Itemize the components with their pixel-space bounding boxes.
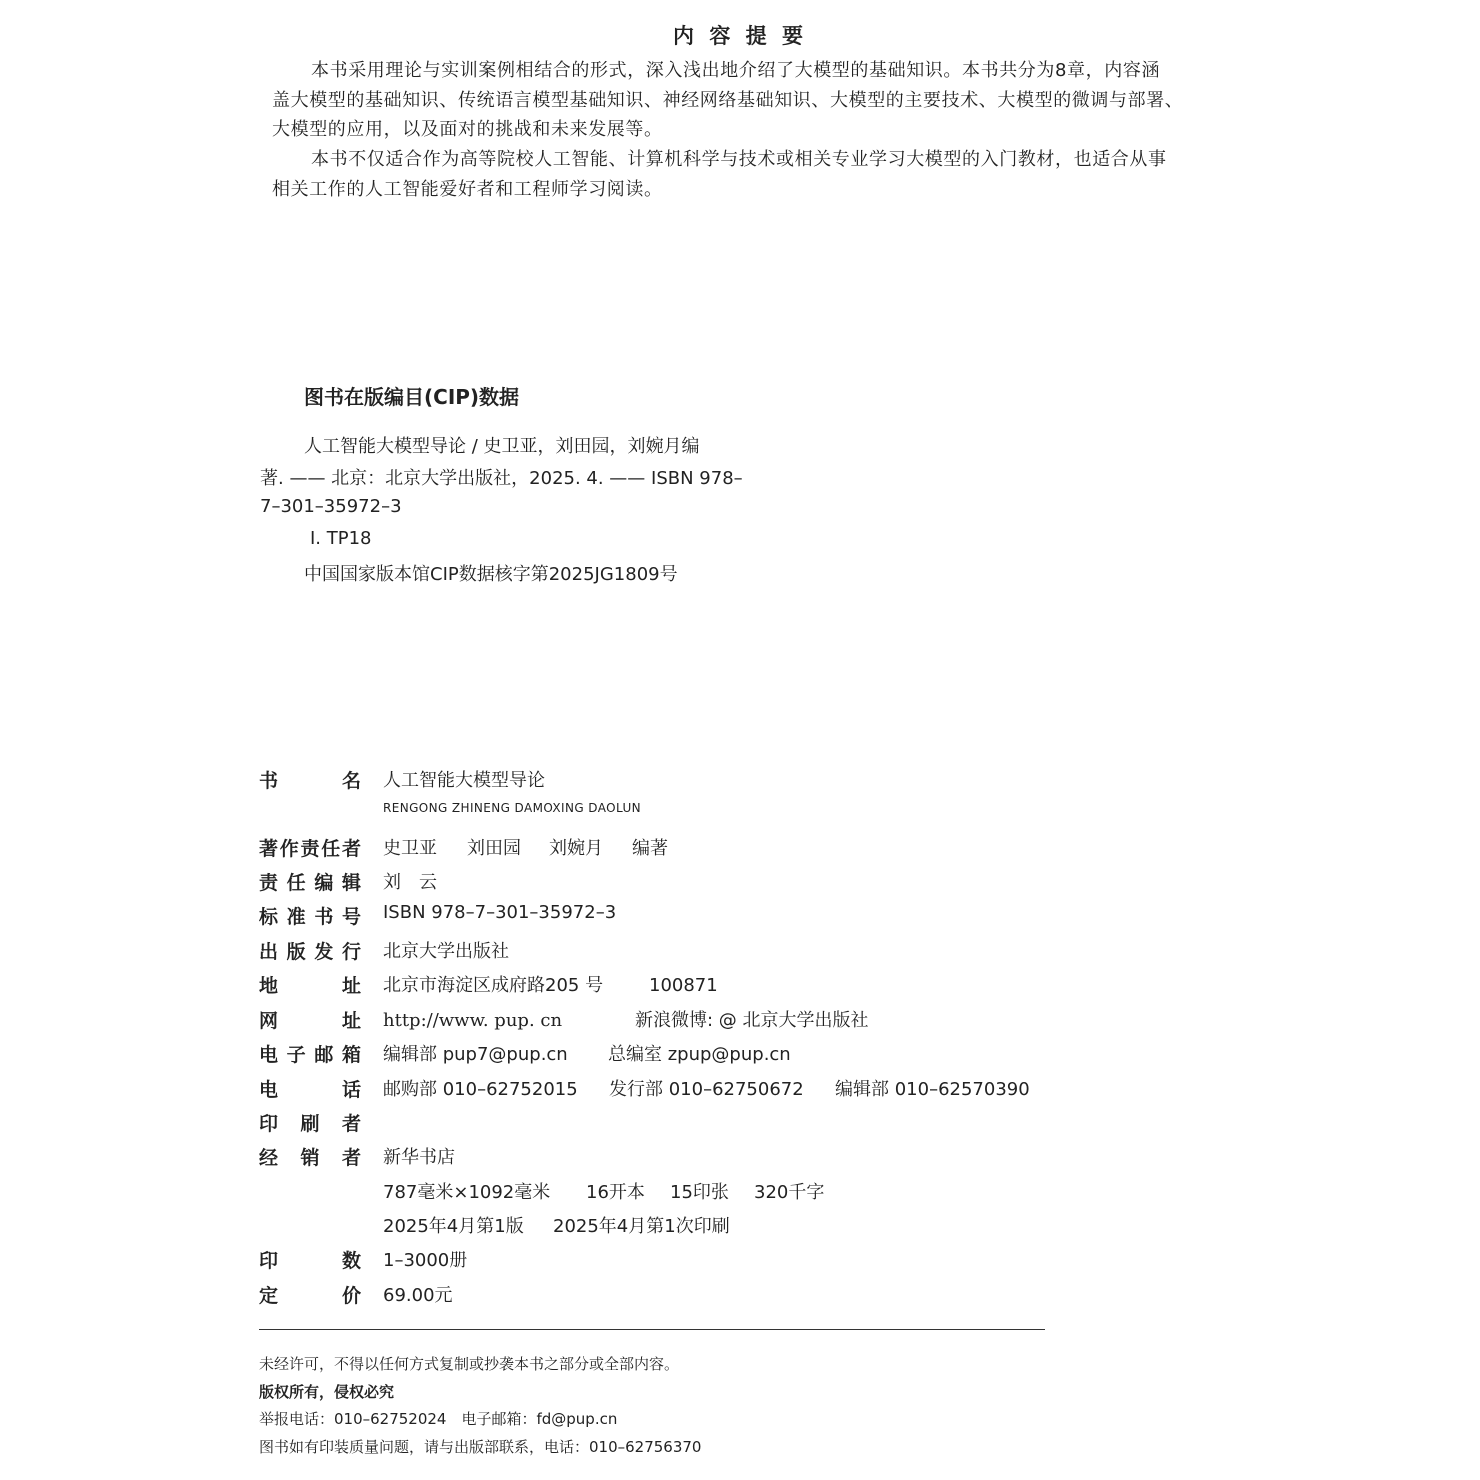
book-name-pinyin: RENGONG ZHINENG DAMOXING DAOLUN	[383, 801, 642, 815]
isbn-value: ISBN 978–7–301–35972–3	[383, 902, 617, 923]
label-email	[259, 1040, 361, 1067]
label-char: 号	[341, 906, 361, 928]
format-size: 16开本	[586, 1182, 645, 1203]
cip-line: 著. —— 北京：北京大学出版社，2025. 4. —— ISBN 978–	[260, 468, 743, 489]
cip-line: Ⅰ. TP18	[310, 528, 372, 549]
sheet-count: 15印张	[670, 1182, 729, 1203]
label-char: 箱	[341, 1044, 361, 1066]
printing: 2025年4月第1次印刷	[553, 1216, 730, 1237]
authors-value	[383, 834, 668, 860]
distributor-value: 新华书店	[383, 1147, 455, 1168]
label-char: 刷	[300, 1113, 320, 1135]
phone-value	[383, 1075, 1030, 1101]
summary-title: 内 容 提 要	[673, 24, 807, 48]
label-char: 定	[259, 1285, 279, 1307]
label-char: 出	[259, 941, 279, 963]
author-role: 编著	[632, 838, 668, 859]
website-value	[383, 1006, 869, 1032]
label-char: 者	[341, 1147, 361, 1169]
label-char: 网	[259, 1010, 279, 1032]
label-char: 者	[341, 838, 361, 860]
email-value	[383, 1040, 791, 1066]
editorial-phone: 编辑部 010–62570390	[835, 1079, 1030, 1100]
format-value	[383, 1178, 824, 1204]
label-price	[259, 1281, 361, 1308]
author: 刘田园	[467, 838, 521, 859]
price-value: 69.00元	[383, 1285, 453, 1306]
label-char: 编	[314, 872, 334, 894]
distribution-phone: 发行部 010–62750672	[609, 1079, 804, 1100]
report-contact: 举报电话：010–62752024 电子邮箱：fd@pup.cn	[259, 1410, 618, 1428]
weibo-handle: 新浪微博: @ 北京大学出版社	[635, 1010, 869, 1031]
cip-heading: 图书在版编目(CIP)数据	[304, 385, 520, 409]
label-char: 行	[341, 941, 361, 963]
label-char: 印	[259, 1250, 279, 1272]
publisher-value: 北京大学出版社	[383, 941, 509, 962]
label-char: 版	[286, 941, 306, 963]
copyright-notice: 未经许可，不得以任何方式复制或抄袭本书之部分或全部内容。	[259, 1355, 680, 1373]
label-distributor	[259, 1143, 361, 1170]
label-char: 责	[300, 838, 320, 860]
label-char: 电	[259, 1044, 279, 1066]
divider	[259, 1329, 1045, 1330]
label-char: 电	[259, 1079, 279, 1101]
label-char: 辑	[341, 872, 361, 894]
label-phone	[259, 1075, 361, 1102]
label-char: 责	[259, 872, 279, 894]
cip-line: 中国国家版本馆CIP数据核字第2025JG1809号	[304, 564, 678, 585]
label-char: 子	[286, 1044, 306, 1066]
label-editor	[259, 868, 361, 895]
label-char: 作	[279, 838, 299, 860]
label-char: 任	[286, 872, 306, 894]
summary-line: 大模型的应用，以及面对的挑战和未来发展等。	[272, 119, 663, 140]
label-char: 址	[341, 1010, 361, 1032]
editorial-email[interactable]: 编辑部 pup7@pup.cn	[383, 1044, 568, 1065]
label-char: 经	[259, 1147, 279, 1169]
summary-line: 盖大模型的基础知识、传统语言模型基础知识、神经网络基础知识、大模型的主要技术、大模型的微调与部署、	[272, 90, 1184, 111]
label-char: 任	[321, 838, 341, 860]
label-char: 印	[259, 1113, 279, 1135]
editor-value: 刘 云	[383, 872, 437, 893]
address-value	[383, 971, 718, 997]
word-count: 320千字	[754, 1182, 825, 1203]
label-char: 著	[259, 838, 279, 860]
summary-line: 本书不仅适合作为高等院校人工智能、计算机科学与技术或相关专业学习大模型的入门教材，也适合从事	[311, 149, 1167, 170]
label-publisher	[259, 937, 361, 964]
mail-order-phone: 邮购部 010–62752015	[383, 1079, 578, 1100]
summary-line: 本书采用理论与实训案例相结合的形式，深入浅出地介绍了大模型的基础知识。本书共分为8章，内容涵	[311, 60, 1161, 81]
summary-line: 相关工作的人工智能爱好者和工程师学习阅读。	[272, 179, 663, 200]
label-char: 邮	[314, 1044, 334, 1066]
label-char: 价	[341, 1285, 361, 1307]
label-char: 者	[341, 1113, 361, 1135]
rights-reserved: 版权所有，侵权必究	[259, 1383, 395, 1401]
edition-value	[383, 1212, 730, 1238]
cip-line: 7–301–35972–3	[260, 496, 402, 517]
label-printer	[259, 1109, 361, 1136]
edition: 2025年4月第1版	[383, 1216, 524, 1237]
chief-office-email[interactable]: 总编室 zpup@pup.cn	[608, 1044, 791, 1065]
label-char: 数	[341, 1250, 361, 1272]
website-url[interactable]: http://www. pup. cn	[383, 1010, 563, 1031]
postal-code: 100871	[649, 975, 718, 996]
label-address	[259, 971, 361, 998]
label-char: 书	[259, 770, 279, 792]
label-char: 址	[341, 975, 361, 997]
label-isbn	[259, 902, 361, 929]
street-address: 北京市海淀区成府路205 号	[383, 975, 604, 996]
quality-contact: 图书如有印装质量问题，请与出版部联系，电话：010–62756370	[259, 1438, 702, 1456]
label-char: 准	[286, 906, 306, 928]
print-run-value: 1–3000册	[383, 1250, 468, 1271]
label-char: 地	[259, 975, 279, 997]
label-print-run	[259, 1246, 361, 1273]
label-char: 书	[314, 906, 334, 928]
page-size: 787毫米×1092毫米	[383, 1182, 551, 1203]
author: 刘婉月	[549, 838, 603, 859]
label-char: 发	[314, 941, 334, 963]
label-authors	[259, 834, 361, 861]
label-char: 销	[300, 1147, 320, 1169]
label-book-name	[259, 766, 361, 793]
author: 史卫亚	[383, 838, 437, 859]
label-website	[259, 1006, 361, 1033]
book-name-value: 人工智能大模型导论	[383, 770, 545, 791]
label-char: 标	[259, 906, 279, 928]
cip-line: 人工智能大模型导论 / 史卫亚，刘田园，刘婉月编	[304, 436, 700, 457]
label-char: 话	[341, 1079, 361, 1101]
label-char: 名	[341, 770, 361, 792]
